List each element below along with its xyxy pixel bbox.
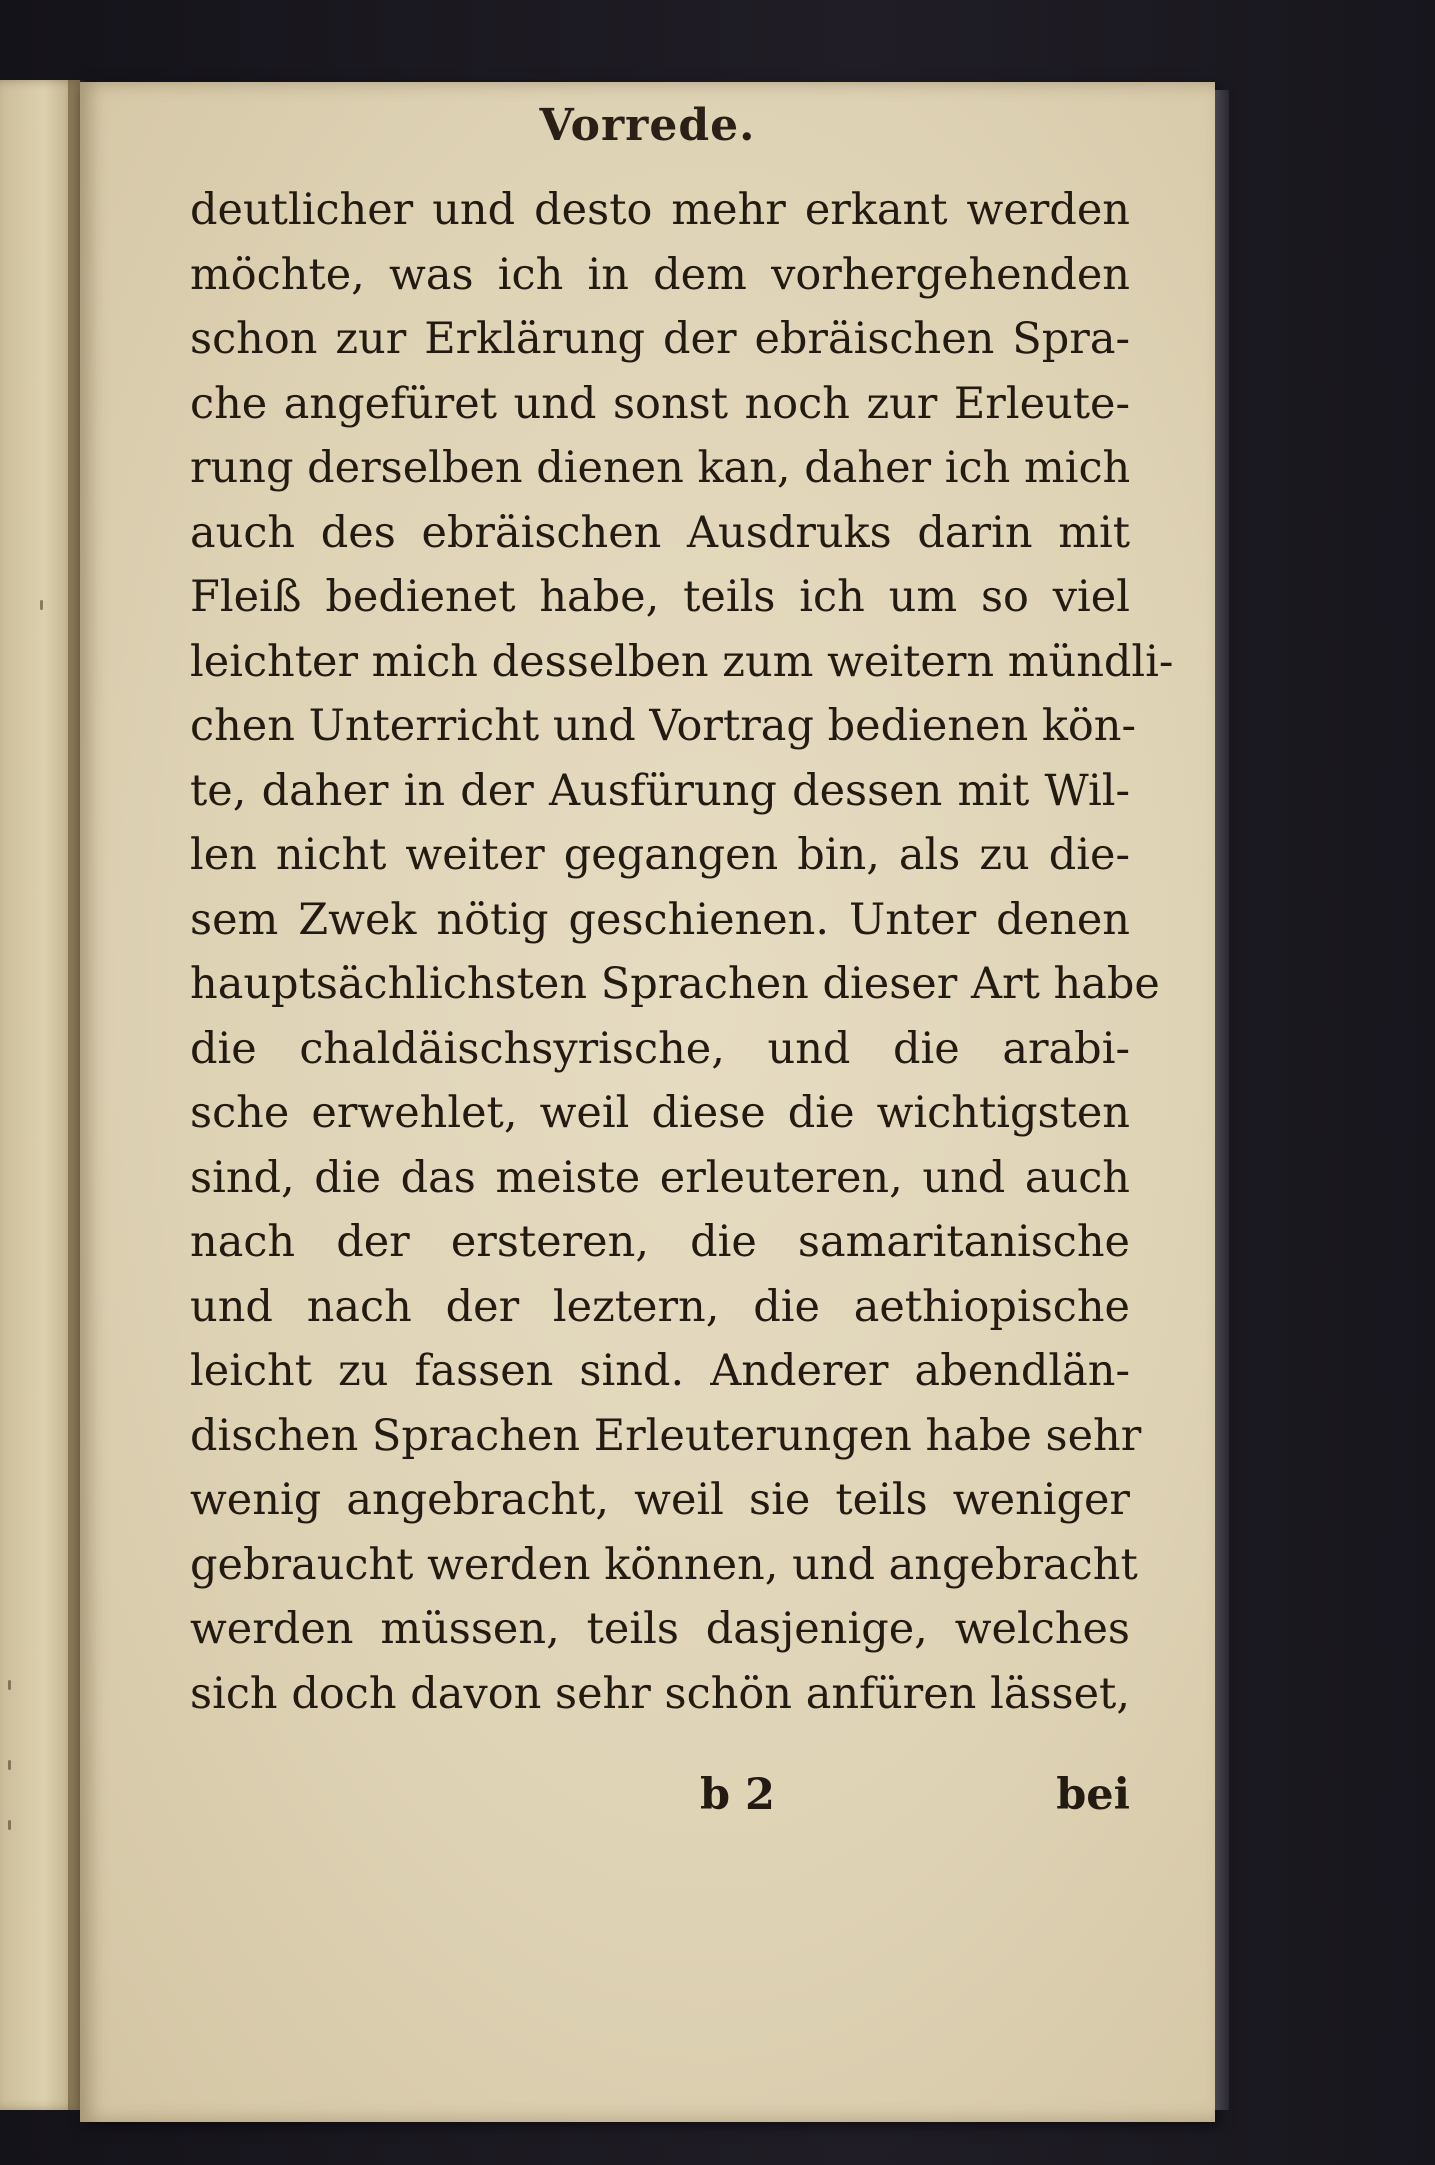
text-line: leichter mich desselben zum weitern mündli- — [190, 636, 1174, 687]
page-edge — [1215, 90, 1229, 2110]
text-line: auch des ebräischen Ausdruks darin mit — [190, 507, 1130, 558]
catchword: bei — [1056, 1770, 1130, 1820]
text-line: wenig angebracht, weil sie teils weniger — [190, 1475, 1130, 1525]
text-line: chen Unterricht und Vortrag bedienen kön- — [190, 701, 1136, 751]
text-line: len nicht weiter gegangen bin, als zu die- — [190, 830, 1130, 880]
text-line: sind, die das meiste erleuteren, und auch — [190, 1152, 1130, 1203]
text-line: Fleiß bedienet habe, teils ich um so viel — [190, 572, 1130, 622]
text-line: deutlicher und desto mehr erkant werden — [190, 185, 1130, 235]
left-page-mark — [8, 1820, 11, 1830]
text-line: sem Zwek nötig geschienen. Unter denen — [190, 894, 1130, 945]
text-line: werden müssen, teils dasjenige, welches — [190, 1604, 1130, 1654]
left-page-mark — [40, 600, 43, 610]
text-line: und nach der leztern, die aethiopische — [190, 1281, 1130, 1332]
running-head: Vorrede. — [539, 100, 756, 151]
text-line: sche erwehlet, weil diese die wichtigsten — [190, 1088, 1130, 1138]
text-line: dischen Sprachen Erleuterungen habe sehr — [190, 1410, 1142, 1461]
text-line: te, daher in der Ausfürung dessen mit Wil- — [190, 765, 1130, 816]
text-line: che angefüret und sonst noch zur Erleute- — [190, 378, 1130, 429]
left-page-mark — [8, 1680, 11, 1690]
text-line: hauptsächlichsten Sprachen dieser Art habe — [190, 959, 1160, 1009]
text-line: nach der ersteren, die samaritanische — [190, 1217, 1130, 1267]
text-line: leicht zu fassen sind. Anderer abendlän- — [190, 1346, 1130, 1396]
body-text — [190, 178, 1174, 1726]
signature-mark: b 2 — [700, 1770, 775, 1820]
left-page-mark — [8, 1760, 11, 1770]
text-line: rung derselben dienen kan, daher ich mich — [190, 443, 1131, 493]
text-line: die chaldäischsyrische, und die arabi- — [190, 1023, 1130, 1074]
text-line: gebraucht werden können, und angebracht — [190, 1539, 1138, 1590]
text-line: sich doch davon sehr schön anfüren lässet, — [190, 1668, 1130, 1719]
page-footer — [190, 1770, 1130, 1834]
text-line: schon zur Erklärung der ebräischen Spra- — [190, 314, 1130, 364]
text-line: möchte, was ich in dem vorhergehenden — [190, 249, 1130, 300]
